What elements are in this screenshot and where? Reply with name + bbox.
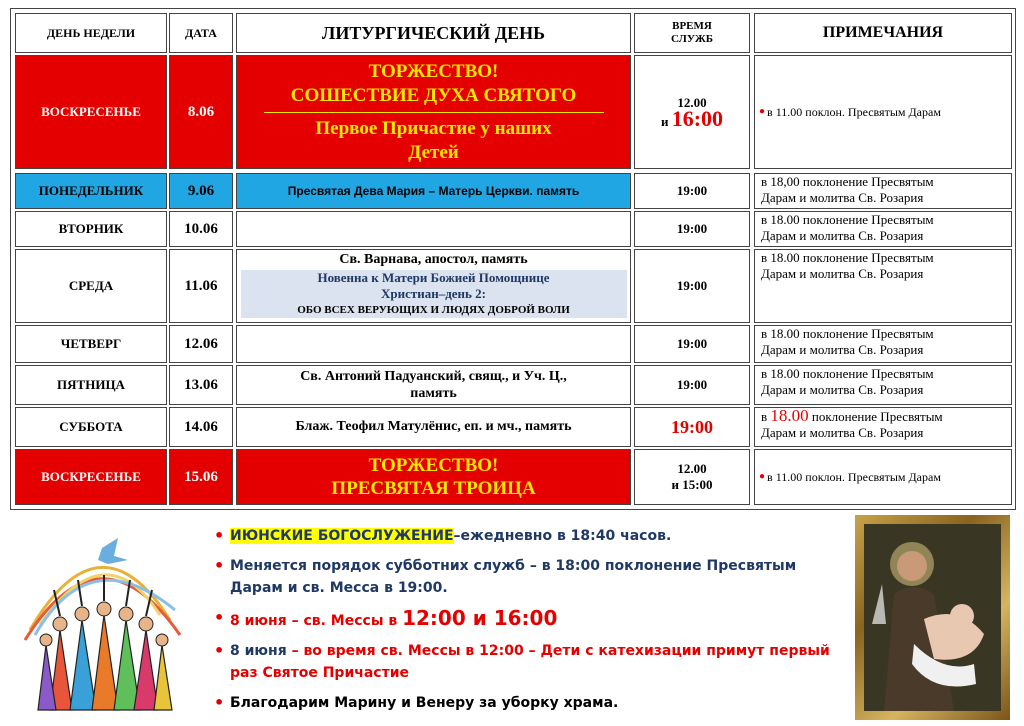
- portrait-canvas: [864, 524, 1001, 711]
- row4-lit-novena-day: Христиан–день 2:: [380, 286, 487, 301]
- row4-note-line1: в 18.00 поклонение Пресвятым: [761, 250, 934, 265]
- row8-time: [634, 449, 750, 505]
- row5-note: [754, 325, 1012, 363]
- row7-note-line1: [761, 408, 943, 425]
- announcement-saturday-order: • Меняется порядок субботних служб – в 18:00 поклонение Пресвятым Дарам и св. Месса в 19:00.: [210, 555, 840, 599]
- announcement-first-communion: [210, 640, 840, 684]
- announcement-masses-times: 12:00 и 16:00: [402, 606, 558, 630]
- row1-note: [754, 55, 1012, 169]
- row4-liturgical: [236, 249, 631, 323]
- row1-date: 8.06: [169, 55, 233, 169]
- row7-day: СУББОТА: [15, 407, 167, 447]
- announcement-highlight: ИЮНСКИЕ БОГОСЛУЖЕНИЕ: [230, 528, 454, 544]
- row4-lit-intention: ОБО ВСЕХ ВЕРУЮЩИХ И ЛЮДЯХ ДОБРОЙ ВОЛИ: [297, 304, 570, 316]
- row4-time: 19:00: [634, 249, 750, 323]
- row1-time: [634, 55, 750, 169]
- row8-note-text: в 11.00 поклон. Пресвятым Дарам: [767, 470, 941, 484]
- row7-note: [754, 407, 1012, 447]
- header-notes: ПРИМЕЧАНИЯ: [754, 13, 1012, 53]
- bullet-icon: ●: [759, 471, 766, 482]
- row7-note-time: 18.00: [770, 407, 809, 425]
- row3-day: ВТОРНИК: [15, 211, 167, 247]
- row8-time-line2: и 15:00: [671, 477, 713, 492]
- row1-lit-children: Детей: [408, 141, 459, 163]
- row4-note: [754, 249, 1012, 323]
- row1-lit-feast: СОШЕСТВИЕ ДУХА СВЯТОГО: [290, 84, 577, 106]
- announcement-masses-prefix: 8 июня – св. Мессы в: [230, 613, 398, 629]
- row7-note-rest: поклонение Пресвятым: [811, 409, 943, 424]
- row5-date: 12.06: [169, 325, 233, 363]
- row6-liturgical: [236, 365, 631, 405]
- row6-note-line1: в 18.00 поклонение Пресвятым: [761, 366, 934, 381]
- row8-lit-feast: ПРЕСВЯТАЯ ТРОИЦА: [331, 478, 536, 499]
- row8-lit-title: ТОРЖЕСТВО!: [368, 455, 499, 476]
- row1-lit-title: ТОРЖЕСТВО!: [368, 60, 499, 82]
- header-date: ДАТА: [169, 13, 233, 53]
- row1-time-line1: 12.00: [677, 94, 707, 110]
- row4-date: 11.06: [169, 249, 233, 323]
- announcement-june-services-text: –ежедневно в 18:40 часов.: [453, 528, 672, 544]
- row7-note-line2: Дарам и молитва Св. Розария: [761, 425, 924, 440]
- row6-lit-line1: Св. Антоний Падуанский, свящ., и Уч. Ц.,: [300, 369, 567, 384]
- row3-liturgical: [236, 211, 631, 247]
- row3-date: 10.06: [169, 211, 233, 247]
- row7-time: 19:00: [634, 407, 750, 447]
- row8-liturgical: [236, 449, 631, 505]
- row4-lit-novena-box: [241, 270, 627, 318]
- row2-liturgical: Пресвятая Дева Мария – Матерь Церкви. память: [236, 173, 631, 209]
- row4-lit-novena: Новенна к Матери Божией Помощнице: [317, 270, 550, 285]
- row4-note-line2: Дарам и молитва Св. Розария: [761, 266, 924, 281]
- row1-note-text: в 11.00 поклон. Пресвятым Дарам: [767, 105, 941, 119]
- header-time-line2: СЛУЖБ: [670, 33, 714, 45]
- row6-note-line2: Дарам и молитва Св. Розария: [761, 382, 924, 397]
- row6-note: [754, 365, 1012, 405]
- row5-note-line1: в 18.00 поклонение Пресвятым: [761, 326, 934, 341]
- row1-day: ВОСКРЕСЕНЬЕ: [15, 55, 167, 169]
- row5-day: ЧЕТВЕРГ: [15, 325, 167, 363]
- row4-lit-memorial: Св. Варнава, апостол, память: [339, 252, 528, 267]
- announcement-communion-text: – во время св. Мессы в 12:00 – Дети с катехизации примут первый раз Святое Причастие: [230, 643, 830, 681]
- row2-day: ПОНЕДЕЛЬНИК: [15, 173, 167, 209]
- row5-time: 19:00: [634, 325, 750, 363]
- announcement-june-services: [210, 525, 840, 547]
- announcement-thanks: • Благодарим Марину и Венеру за уборку храма.: [210, 692, 840, 714]
- saint-anthony-portrait-icon: [855, 515, 1010, 720]
- announcement-communion-date: 8 июня: [230, 643, 287, 659]
- row1-liturgical: [236, 55, 631, 169]
- header-liturgical-day: ЛИТУРГИЧЕСКИЙ ДЕНЬ: [236, 13, 631, 53]
- header-day: ДЕНЬ НЕДЕЛИ: [15, 13, 167, 53]
- announcement-masses-8-june: [210, 607, 840, 632]
- row6-time: 19:00: [634, 365, 750, 405]
- row3-note: [754, 211, 1012, 247]
- announcements-list: [210, 525, 840, 722]
- row6-day: ПЯТНИЦА: [15, 365, 167, 405]
- bullet-icon: ●: [759, 106, 766, 117]
- row8-note: [754, 449, 1012, 505]
- pentecost-illustration-icon: [10, 520, 190, 720]
- row1-time-and: и: [660, 113, 669, 129]
- header-time-line1: ВРЕМЯ: [672, 20, 712, 32]
- row6-lit-line2: память: [410, 386, 457, 401]
- row1-lit-divider: [264, 112, 604, 113]
- row3-time: 19:00: [634, 211, 750, 247]
- row1-time-line2: [660, 105, 724, 131]
- row3-note-line1: в 18.00 поклонение Пресвятым: [761, 212, 934, 227]
- row4-day: СРЕДА: [15, 249, 167, 323]
- row1-lit-communion: Первое Причастие у наших: [315, 117, 552, 139]
- row3-note-line2: Дарам и молитва Св. Розария: [761, 228, 924, 243]
- row7-note-prefix: в: [761, 409, 768, 424]
- header-time: [634, 13, 750, 53]
- row2-note: [754, 173, 1012, 209]
- row5-note-line2: Дарам и молитва Св. Розария: [761, 342, 924, 357]
- row8-time-line1: 12.00: [677, 461, 707, 476]
- row8-date: 15.06: [169, 449, 233, 505]
- row2-date: 9.06: [169, 173, 233, 209]
- row7-liturgical: Блаж. Теофил Матулёнис, еп. и мч., память: [236, 407, 631, 447]
- row1-time-big: 16:00: [671, 105, 724, 131]
- row6-date: 13.06: [169, 365, 233, 405]
- row7-date: 14.06: [169, 407, 233, 447]
- row2-note-line1: в 18,00 поклонение Пресвятым: [761, 174, 934, 189]
- row2-note-line2: Дарам и молитва Св. Розария: [761, 190, 924, 205]
- row2-time: 19:00: [634, 173, 750, 209]
- schedule-table: [10, 8, 1016, 510]
- row8-day: ВОСКРЕСЕНЬЕ: [15, 449, 167, 505]
- row5-liturgical: [236, 325, 631, 363]
